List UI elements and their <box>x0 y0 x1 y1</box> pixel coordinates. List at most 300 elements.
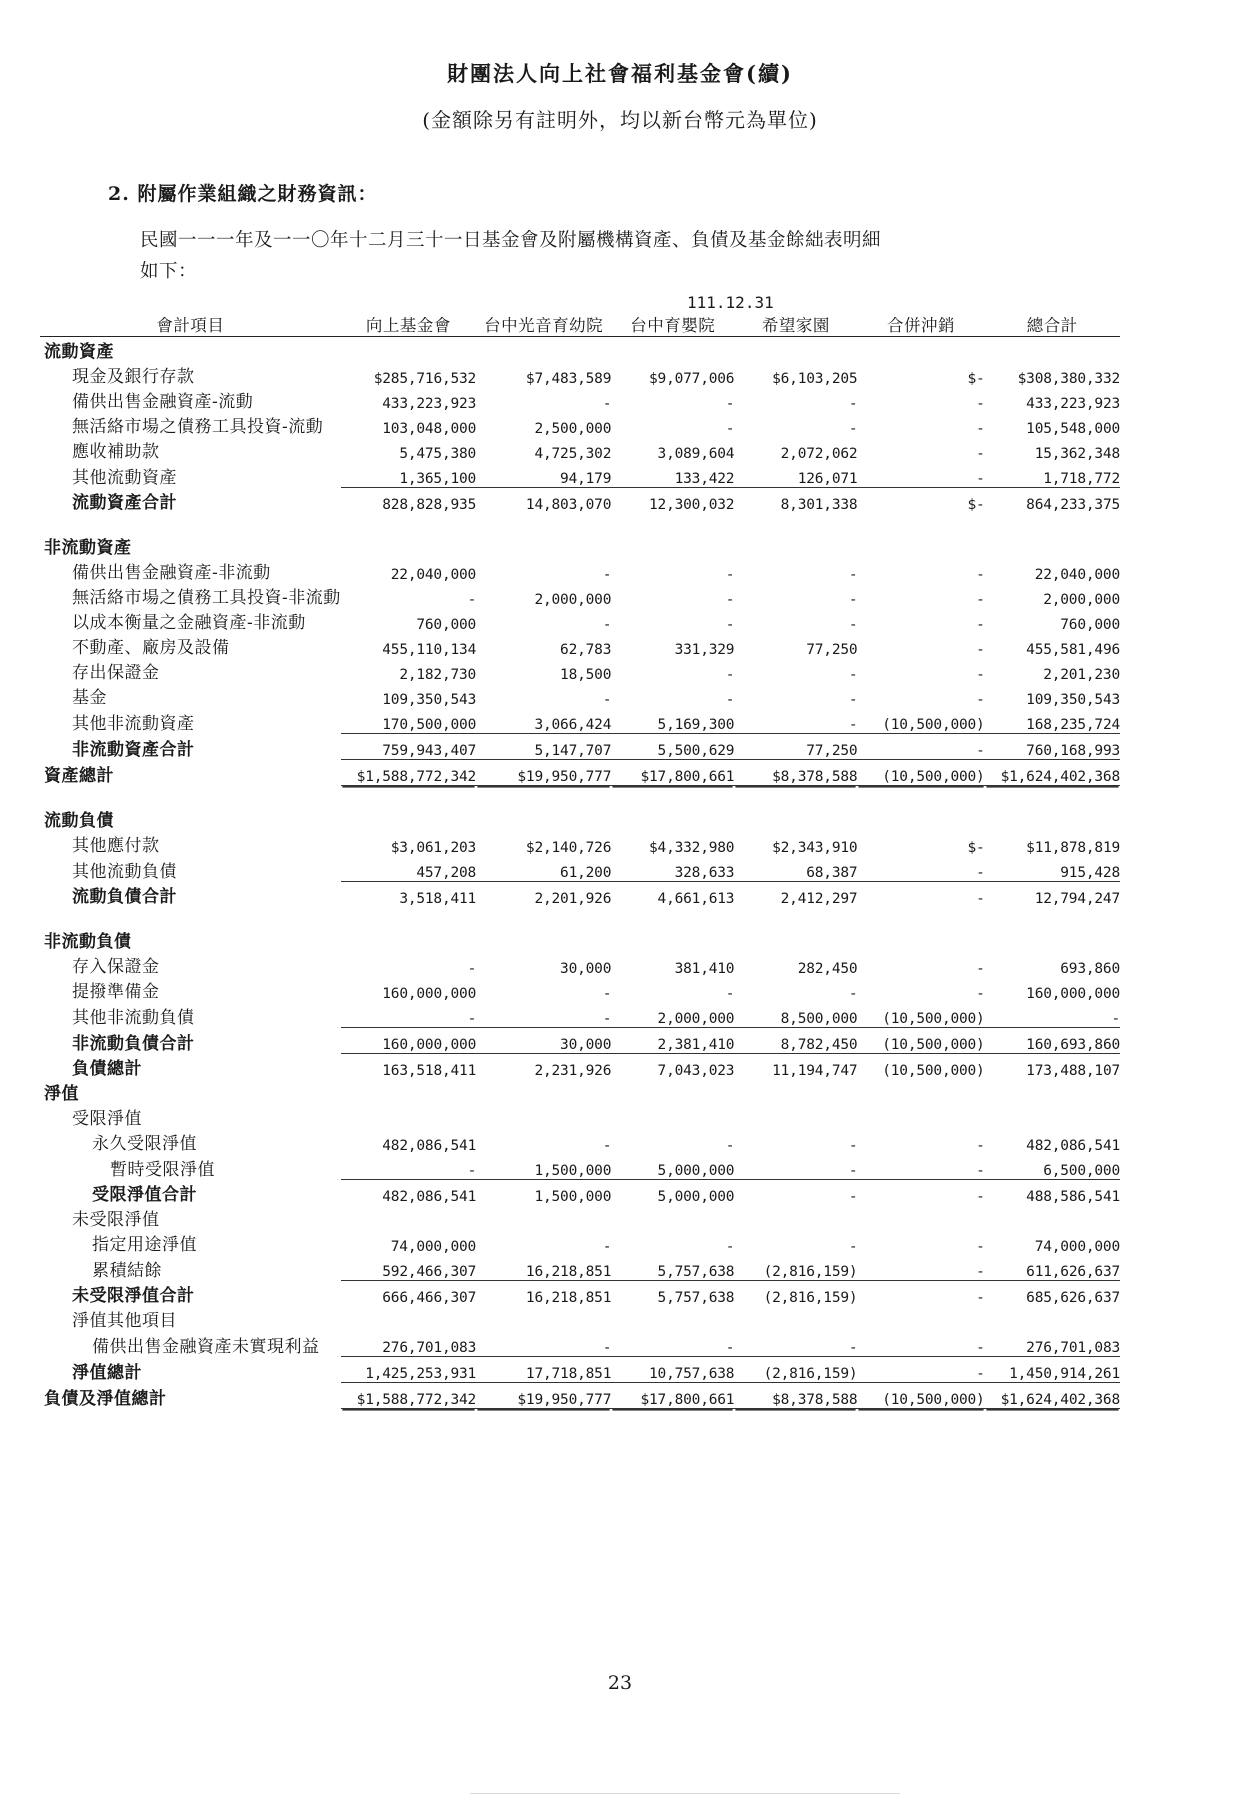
cell-value: $- <box>967 371 985 388</box>
cell-value: (10,500,000) <box>857 760 984 786</box>
row-label: 存入保證金 <box>72 957 160 978</box>
row-label: 流動負債 <box>44 811 114 832</box>
cell-value <box>985 1306 1120 1331</box>
cell-value: 8,301,338 <box>734 488 857 514</box>
cell-value: 1,365,100 <box>399 471 477 488</box>
cell-value: 160,000,000 <box>382 986 477 1003</box>
cell-value: $17,800,661 <box>611 1383 734 1409</box>
row-label: 其他非流動負債 <box>72 1007 195 1028</box>
cell-value: $11,878,819 <box>1026 840 1120 857</box>
table-row <box>40 1154 1120 1180</box>
row-label: 其他流動負債 <box>72 861 177 882</box>
cell-value: 30,000 <box>560 961 612 978</box>
table-row <box>40 1129 1120 1154</box>
cell-value: 5,000,000 <box>657 1163 735 1180</box>
cell-value: 1,500,000 <box>476 1180 611 1206</box>
cell-value: (2,816,159) <box>734 1281 857 1307</box>
cell-value: 11,194,747 <box>734 1054 857 1080</box>
cell-value <box>476 1205 611 1230</box>
cell-value: - <box>725 667 735 684</box>
cell-value <box>734 806 857 831</box>
cell-value: 163,518,411 <box>341 1054 476 1080</box>
cell-value: 760,000 <box>1060 617 1120 634</box>
table-row <box>40 488 1120 514</box>
cell-value: 22,040,000 <box>1034 567 1120 584</box>
cell-value: 759,943,407 <box>341 734 476 760</box>
cell-value: - <box>848 986 858 1003</box>
cell-value: 170,500,000 <box>382 717 477 734</box>
row-label: 淨值 <box>44 1084 79 1105</box>
cell-value: 1,718,772 <box>1043 471 1120 488</box>
cell-value: - <box>976 692 985 709</box>
cell-value: 103,048,000 <box>382 421 477 438</box>
cell-value <box>985 1079 1120 1104</box>
cell-value <box>611 1205 734 1230</box>
cell-value: $1,588,772,342 <box>341 760 476 786</box>
cell-value: - <box>848 717 858 734</box>
cell-value: 276,701,083 <box>382 1340 477 1357</box>
table-head <box>40 293 1120 337</box>
cell-value: - <box>857 734 984 760</box>
row-label: 基金 <box>72 688 107 709</box>
cell-value <box>734 533 857 558</box>
cell-value: $19,950,777 <box>476 1383 611 1409</box>
row-label: 淨值總計 <box>72 1362 142 1383</box>
cell-value: - <box>725 396 735 413</box>
cell-value <box>341 1079 476 1104</box>
row-label: 指定用途淨值 <box>92 1235 197 1256</box>
column-header-5: 總合計 <box>985 312 1120 337</box>
cell-value: - <box>976 642 985 659</box>
cell-value <box>985 533 1120 558</box>
cell-value: - <box>976 1340 985 1357</box>
cell-value: 94,179 <box>560 471 612 488</box>
row-label: 流動資產合計 <box>72 493 177 514</box>
row-label: 受限淨值合計 <box>92 1185 197 1206</box>
cell-value: 109,350,543 <box>1026 692 1120 709</box>
cell-value <box>611 533 734 558</box>
cell-value: 482,086,541 <box>1026 1138 1120 1155</box>
cell-value: - <box>848 421 858 438</box>
cell-value: 5,169,300 <box>657 717 735 734</box>
table-row <box>40 1104 1120 1129</box>
cell-value: 864,233,375 <box>985 488 1120 514</box>
cell-value <box>341 533 476 558</box>
cell-value <box>857 1104 984 1129</box>
row-label: 其他流動資產 <box>72 467 177 488</box>
cell-value: - <box>848 1340 858 1357</box>
row-label: 永久受限淨值 <box>92 1134 197 1155</box>
cell-value: - <box>602 1340 612 1357</box>
cell-value: $8,378,588 <box>734 760 857 786</box>
cell-value: 77,250 <box>734 734 857 760</box>
table-row <box>40 882 1120 908</box>
cell-value <box>857 533 984 558</box>
row-label: 累積結餘 <box>92 1260 162 1281</box>
table-row <box>40 1331 1120 1357</box>
table-row <box>40 608 1120 633</box>
row-label: 受限淨值 <box>72 1109 142 1130</box>
cell-value: $2,343,910 <box>772 840 858 857</box>
cell-value: - <box>976 1163 985 1180</box>
table-row <box>40 1255 1120 1281</box>
cell-value: 1,450,914,261 <box>985 1357 1120 1383</box>
column-header-4: 合併沖銷 <box>857 312 984 337</box>
cell-value <box>611 927 734 952</box>
cell-value <box>341 337 476 363</box>
cell-value: 2,201,230 <box>1043 667 1120 684</box>
column-header-1: 台中光音育幼院 <box>476 312 611 337</box>
cell-value <box>476 806 611 831</box>
financial-table <box>40 293 1120 1409</box>
cell-value: 160,000,000 <box>1026 986 1120 1003</box>
table-row <box>40 952 1120 977</box>
cell-value: 760,000 <box>416 617 477 634</box>
cell-value: 2,500,000 <box>534 421 612 438</box>
cell-value: $2,140,726 <box>525 840 612 857</box>
cell-value: 915,428 <box>1060 865 1120 882</box>
column-header-0: 向上基金會 <box>341 312 476 337</box>
cell-value <box>734 337 857 363</box>
row-label: 存出保證金 <box>72 663 160 684</box>
table-row <box>40 513 1120 533</box>
cell-value: 5,147,707 <box>476 734 611 760</box>
cell-value: 173,488,107 <box>985 1054 1120 1080</box>
cell-value: $1,624,402,368 <box>985 760 1120 786</box>
row-label: 未受限淨值 <box>72 1210 160 1231</box>
cell-value: 68,387 <box>806 865 858 882</box>
cell-value: - <box>725 421 735 438</box>
table-row <box>40 1054 1120 1080</box>
cell-value: 455,581,496 <box>1026 642 1120 659</box>
cell-value: 457,208 <box>416 865 477 882</box>
cell-value: 17,718,851 <box>476 1357 611 1383</box>
cell-value: - <box>848 567 858 584</box>
cell-value <box>734 1306 857 1331</box>
cell-value <box>611 337 734 363</box>
cell-value: 2,381,410 <box>611 1028 734 1054</box>
column-header-3: 希望家園 <box>734 312 857 337</box>
cell-value: - <box>976 421 985 438</box>
section-intro <box>140 226 1100 287</box>
cell-value: 381,410 <box>674 961 735 978</box>
row-label: 淨值其他項目 <box>72 1311 177 1332</box>
cell-value: - <box>848 592 858 609</box>
cell-value: 18,500 <box>560 667 612 684</box>
cell-value <box>341 806 476 831</box>
cell-value: 328,633 <box>674 865 735 882</box>
cell-value <box>857 1306 984 1331</box>
cell-value: - <box>725 592 735 609</box>
cell-value <box>985 337 1120 363</box>
cell-value: 5,500,629 <box>611 734 734 760</box>
row-label: 備供出售金融資產-非流動 <box>72 563 271 584</box>
cell-value: 276,701,083 <box>1026 1340 1120 1357</box>
cell-value: 74,000,000 <box>390 1239 477 1256</box>
cell-value: 592,466,307 <box>382 1264 477 1281</box>
cell-value: $1,588,772,342 <box>341 1383 476 1409</box>
table-row <box>40 633 1120 658</box>
cell-value: 5,757,638 <box>657 1264 735 1281</box>
table-row <box>40 387 1120 412</box>
cell-value: 282,450 <box>797 961 858 978</box>
cell-value <box>341 1205 476 1230</box>
cell-value <box>611 1104 734 1129</box>
table-row <box>40 412 1120 437</box>
table-date-row <box>40 293 1120 312</box>
cell-value: $19,950,777 <box>476 760 611 786</box>
cell-value: 6,500,000 <box>1043 1163 1120 1180</box>
cell-value: - <box>467 592 477 609</box>
cell-value: - <box>725 567 735 584</box>
cell-value: - <box>848 667 858 684</box>
cell-value: - <box>976 471 985 488</box>
row-label: 無活絡市場之債務工具投資-非流動 <box>72 588 341 609</box>
cell-value: 160,693,860 <box>985 1028 1120 1054</box>
cell-value: - <box>857 1281 984 1307</box>
cell-value <box>476 1079 611 1104</box>
cell-value: - <box>848 617 858 634</box>
cell-value <box>857 1205 984 1230</box>
row-label: 暫時受限淨值 <box>110 1159 215 1180</box>
cell-value: - <box>602 1239 612 1256</box>
cell-value: - <box>857 1180 984 1206</box>
cell-value <box>985 927 1120 952</box>
table-row <box>40 1180 1120 1206</box>
cell-value: - <box>848 1163 858 1180</box>
cell-value: - <box>848 396 858 413</box>
cell-value: $8,378,588 <box>734 1383 857 1409</box>
cell-value <box>611 1306 734 1331</box>
table-row <box>40 734 1120 760</box>
cell-value: 2,000,000 <box>534 592 612 609</box>
row-label: 未受限淨值合計 <box>72 1286 195 1307</box>
table-row <box>40 1306 1120 1331</box>
cell-value: 666,466,307 <box>341 1281 476 1307</box>
cell-value: - <box>848 1138 858 1155</box>
cell-value <box>857 806 984 831</box>
cell-value: 693,860 <box>1060 961 1120 978</box>
cell-value: $4,332,980 <box>649 840 735 857</box>
footer-rule <box>470 1793 900 1794</box>
cell-value: $- <box>857 488 984 514</box>
cell-value: - <box>725 617 735 634</box>
table-row <box>40 907 1120 927</box>
row-label: 非流動負債 <box>44 932 132 953</box>
cell-value: $3,061,203 <box>390 840 477 857</box>
table-row <box>40 583 1120 608</box>
cell-value: 15,362,348 <box>1034 446 1120 463</box>
table-header-row <box>40 312 1120 337</box>
cell-value: 5,757,638 <box>611 1281 734 1307</box>
cell-value: - <box>602 617 612 634</box>
row-label: 資產總計 <box>44 765 114 786</box>
cell-value: - <box>725 1138 735 1155</box>
table-row <box>40 977 1120 1002</box>
row-label: 備供出售金融資產-流動 <box>72 392 254 413</box>
cell-value: - <box>976 617 985 634</box>
table-row <box>40 831 1120 856</box>
cell-value <box>476 533 611 558</box>
cell-value: 105,548,000 <box>1026 421 1120 438</box>
table-row <box>40 1205 1120 1230</box>
table-row <box>40 533 1120 558</box>
cell-value: - <box>976 396 985 413</box>
cell-value: 5,475,380 <box>399 446 477 463</box>
row-label: 其他非流動資產 <box>72 713 195 734</box>
cell-value: $7,483,589 <box>525 371 612 388</box>
cell-value: $17,800,661 <box>611 760 734 786</box>
cell-value: 455,110,134 <box>382 642 477 659</box>
row-label: 負債總計 <box>72 1059 142 1080</box>
cell-value: 2,231,926 <box>476 1054 611 1080</box>
table-row <box>40 927 1120 952</box>
cell-value: (10,500,000) <box>882 1011 985 1028</box>
row-label: 現金及銀行存款 <box>72 367 195 388</box>
cell-value: - <box>976 865 985 882</box>
cell-value <box>857 927 984 952</box>
cell-value: $285,716,532 <box>373 371 477 388</box>
table-row <box>40 558 1120 583</box>
cell-value: - <box>734 1180 857 1206</box>
table-row <box>40 658 1120 683</box>
cell-value <box>734 1104 857 1129</box>
table-row <box>40 1079 1120 1104</box>
cell-value: - <box>976 961 985 978</box>
cell-value: 3,518,411 <box>341 882 476 908</box>
table-row <box>40 337 1120 363</box>
cell-value: (10,500,000) <box>857 1383 984 1409</box>
cell-value: 2,072,062 <box>780 446 858 463</box>
cell-value: 433,223,923 <box>1026 396 1120 413</box>
cell-value: 2,000,000 <box>657 1011 735 1028</box>
cell-value <box>476 1104 611 1129</box>
cell-value: - <box>602 396 612 413</box>
cell-value: 685,626,637 <box>985 1281 1120 1307</box>
cell-value <box>985 1205 1120 1230</box>
section-intro-line2: 如下： <box>140 260 198 282</box>
table-row <box>40 1357 1120 1383</box>
table-row <box>40 462 1120 488</box>
table-row <box>40 362 1120 387</box>
row-label: 以成本衡量之金融資產-非流動 <box>72 613 306 634</box>
cell-value <box>476 1306 611 1331</box>
cell-value: 828,828,935 <box>341 488 476 514</box>
cell-value: 2,201,926 <box>476 882 611 908</box>
cell-value: 4,725,302 <box>534 446 612 463</box>
table-row <box>40 760 1120 786</box>
cell-value: - <box>725 692 735 709</box>
cell-value: 133,422 <box>674 471 735 488</box>
cell-value: 30,000 <box>476 1028 611 1054</box>
cell-value: 16,218,851 <box>525 1264 612 1281</box>
cell-value: - <box>602 1011 612 1028</box>
cell-value: 7,043,023 <box>611 1054 734 1080</box>
cell-value: $1,624,402,368 <box>985 1383 1120 1409</box>
cell-value <box>476 927 611 952</box>
cell-value: 2,000,000 <box>1043 592 1120 609</box>
cell-value: - <box>976 667 985 684</box>
cell-value: - <box>725 1340 735 1357</box>
row-label: 備供出售金融資產未實現利益 <box>92 1336 320 1357</box>
cell-value <box>341 1306 476 1331</box>
cell-value <box>857 1079 984 1104</box>
table-row <box>40 437 1120 462</box>
cell-value: (10,500,000) <box>882 717 985 734</box>
cell-value: - <box>602 986 612 1003</box>
cell-value: - <box>1111 1011 1120 1028</box>
row-label: 非流動資產合計 <box>72 739 195 760</box>
cell-value: 482,086,541 <box>382 1138 477 1155</box>
table-body <box>40 337 1120 1409</box>
cell-value: (10,500,000) <box>857 1054 984 1080</box>
cell-value: $9,077,006 <box>649 371 735 388</box>
page-number: 23 <box>607 1672 633 1694</box>
table-row <box>40 806 1120 831</box>
table-row <box>40 1383 1120 1409</box>
cell-value: 14,803,070 <box>476 488 611 514</box>
cell-value: (10,500,000) <box>857 1028 984 1054</box>
cell-value: - <box>467 1163 477 1180</box>
financial-table-wrap <box>22 293 1218 1409</box>
section-heading: 2. 附屬作業組織之財務資訊： <box>108 183 378 205</box>
cell-value: - <box>467 1011 477 1028</box>
cell-value <box>341 1104 476 1129</box>
table-row <box>40 1281 1120 1307</box>
cell-value: 331,329 <box>674 642 735 659</box>
cell-value: 61,200 <box>560 865 612 882</box>
cell-value: 3,089,604 <box>657 446 735 463</box>
cell-value <box>476 337 611 363</box>
cell-value <box>341 927 476 952</box>
cell-value: 1,425,253,931 <box>341 1357 476 1383</box>
cell-value: - <box>848 692 858 709</box>
row-label: 不動產、廠房及設備 <box>72 638 230 659</box>
cell-value <box>734 1205 857 1230</box>
title-block <box>0 58 1240 133</box>
table-row <box>40 708 1120 734</box>
row-label: 無活絡市場之債務工具投資-流動 <box>72 417 324 438</box>
table-row <box>40 786 1120 807</box>
cell-value: 3,066,424 <box>534 717 612 734</box>
document-subtitle: (金額除另有註明外，均以新台幣元為單位) <box>422 108 818 132</box>
cell-value: - <box>976 1239 985 1256</box>
cell-value: 8,500,000 <box>780 1011 858 1028</box>
table-row <box>40 1002 1120 1028</box>
table-row <box>40 683 1120 708</box>
cell-value: - <box>976 1264 985 1281</box>
cell-value <box>985 806 1120 831</box>
row-label: 提撥準備金 <box>72 982 160 1003</box>
table-row <box>40 1028 1120 1054</box>
cell-value: 433,223,923 <box>382 396 477 413</box>
document-title: 財團法人向上社會福利基金會(續) <box>447 61 793 86</box>
cell-value: - <box>976 567 985 584</box>
cell-value: (2,816,159) <box>763 1264 858 1281</box>
row-label: 應收補助款 <box>72 442 160 463</box>
cell-value: (2,816,159) <box>734 1357 857 1383</box>
cell-value: 12,300,032 <box>611 488 734 514</box>
table-row <box>40 856 1120 882</box>
row-label: 非流動資產 <box>44 538 132 559</box>
cell-value: 488,586,541 <box>985 1180 1120 1206</box>
cell-value <box>857 337 984 363</box>
cell-value: 1,500,000 <box>534 1163 612 1180</box>
cell-value: - <box>976 446 985 463</box>
cell-value: - <box>976 986 985 1003</box>
cell-value: - <box>602 1138 612 1155</box>
cell-value: 2,412,297 <box>734 882 857 908</box>
